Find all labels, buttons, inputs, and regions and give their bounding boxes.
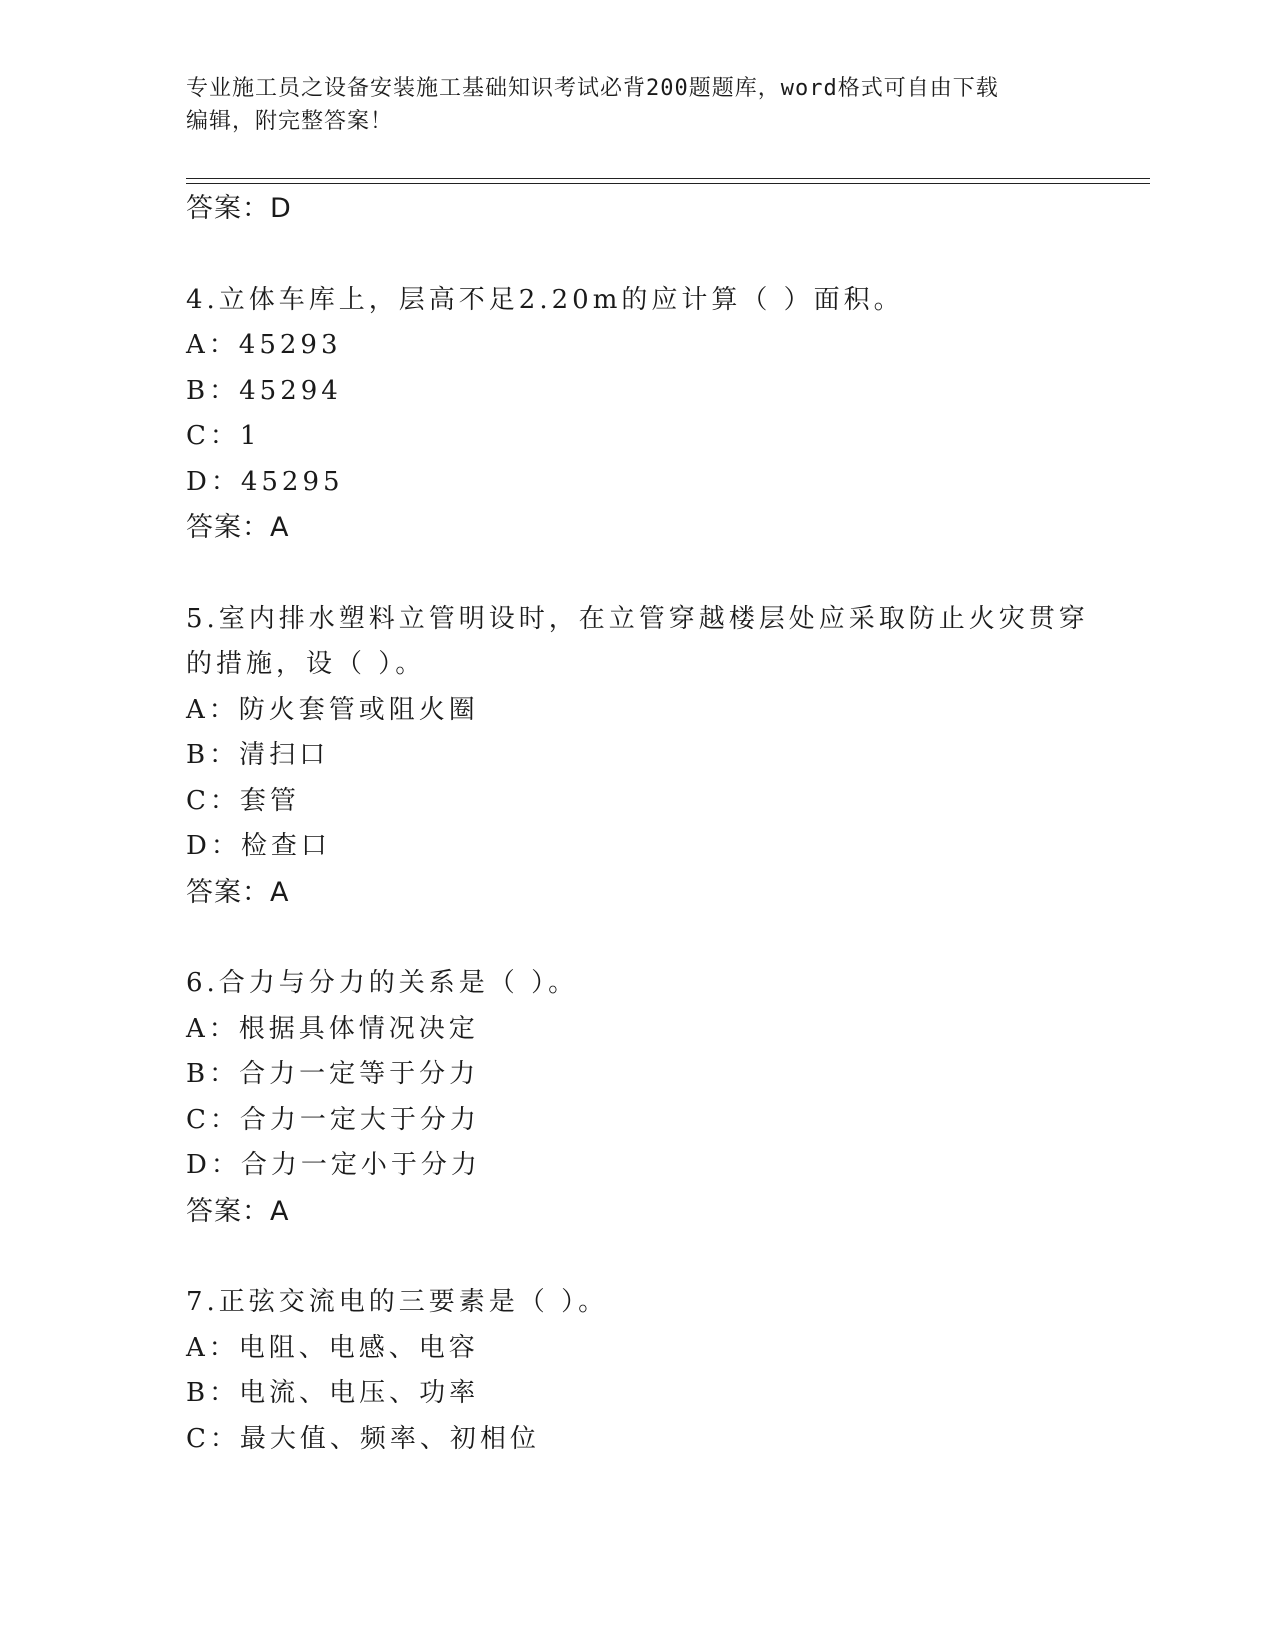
question-stem-continued: 的措施，设（ ）。 xyxy=(186,649,426,679)
question-7 xyxy=(186,1280,1086,1462)
spacer xyxy=(186,551,1086,597)
question-stem: 7.正弦交流电的三要素是（ ）。 xyxy=(186,1287,609,1317)
option-b: B：45294 xyxy=(186,375,342,406)
option-b: B：清扫口 xyxy=(186,740,330,770)
option-a: A：45293 xyxy=(186,330,342,360)
answer: 答案：A xyxy=(186,1195,290,1227)
question-6 xyxy=(186,961,1086,1234)
answer: 答案：A xyxy=(186,876,290,908)
option-d: D：45295 xyxy=(186,466,344,497)
option-a: A：防火套管或阻火圈 xyxy=(186,694,479,725)
question-list xyxy=(186,186,1089,1462)
option-c: C：合力一定大于分力 xyxy=(186,1104,480,1135)
question-4 xyxy=(186,278,1086,551)
header-rule-bottom xyxy=(186,183,1150,184)
header-rule-top xyxy=(186,178,1150,179)
spacer xyxy=(186,915,1086,961)
option-a: A：根据具体情况决定 xyxy=(186,1013,479,1044)
header-line-2: 编辑，附完整答案！ xyxy=(186,109,394,134)
option-b: B：合力一定等于分力 xyxy=(186,1059,480,1089)
option-c: C：1 xyxy=(186,421,261,451)
header-line-1: 专业施工员之设备安装施工基础知识考试必背200题题库，word格式可自由下载 xyxy=(186,76,999,101)
question-stem: 5.室内排水塑料立管明设时，在立管穿越楼层处应采取防止火灾贯穿 xyxy=(186,603,1089,634)
document-header xyxy=(186,72,1066,138)
option-b: B：电流、电压、功率 xyxy=(186,1378,480,1408)
option-d: D：合力一定小于分力 xyxy=(186,1150,481,1180)
previous-answer: 答案：D xyxy=(186,193,292,224)
spacer xyxy=(186,232,1086,278)
question-stem: 4.立体车库上，层高不足2.20m的应计算（ ）面积。 xyxy=(186,284,904,315)
question-stem: 6.合力与分力的关系是（ ）。 xyxy=(186,968,579,998)
option-c: C：套管 xyxy=(186,785,300,816)
option-c: C：最大值、频率、初相位 xyxy=(186,1423,540,1454)
option-d: D：检查口 xyxy=(186,831,331,861)
spacer xyxy=(186,1234,1086,1280)
question-5 xyxy=(186,597,1089,916)
answer: 答案：A xyxy=(186,512,290,543)
option-a: A：电阻、电感、电容 xyxy=(186,1332,479,1363)
